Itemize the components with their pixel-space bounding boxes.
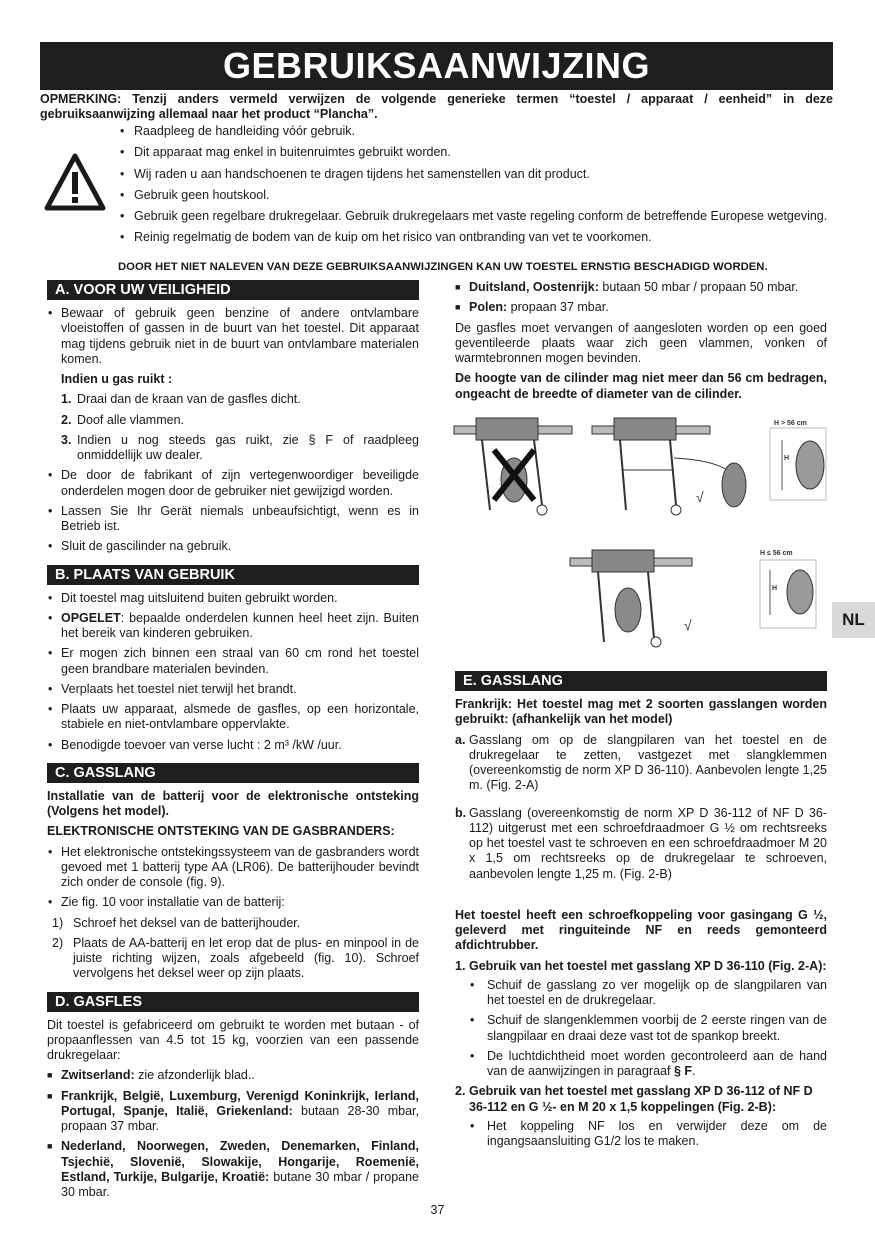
warning-item: • Raadpleeg de handleiding vóór gebruik. [118,124,833,139]
warning-item: • Reinig regelmatig de bodem van de kuip om het risico van ontbranding van vet te voorkomen. [118,230,833,245]
left-column [47,280,419,1205]
label-h-less: H ≤ 56 cm [760,550,793,557]
cylinder-tall [770,428,826,500]
list-item: • Bewaar of gebruik geen benzine of andere ontvlambare vloeistoffen of gassen in de buurt van het toestel. Dit apparaat mag tijdens gebruik niet in de buurt van ontvlambare materialen komen. [47,306,419,367]
list-item: • Het elektronische ontstekingssysteem van de gasbranders wordt gevoed met 1 batterij type AA (LR06). De batterijhouder bevindt zich onder de console (fig. 9). [47,845,419,891]
list-item: • Zie fig. 10 voor installatie van de batterij: [47,895,419,910]
cylinder-short [760,560,816,628]
list-item: • Het koppeling NF los en verwijder deze om de ingangsaansluiting G1/2 los te maken. [455,1119,827,1150]
list-item: 2) Plaats de AA-batterij en let erop dat de plus- en minpool in de juiste richting wijzen, zoals afgebeeld (fig. 10). Schroef vervolgens het deksel weer op zijn plaats. [52,935,419,981]
list-item: • Plaats uw apparaat, alsmede de gasfles, op een horizontale, stabiele en niet-ontvlambare oppervlakte. [47,702,419,733]
list-item: • Schuif de slangenklemmen voorbij de 2 eerste ringen van de slangpilaar en draai deze vast tot de spankop breekt. [455,1013,827,1044]
bbq-cylinder-inside [570,550,692,647]
hose-option: a. Gasslang om op de slangpilaren van het toestel en de drukregelaar te zetten, vastgezet met slangklemmen (overeenkomstig de norm XP D 36-110). Aanbevolen lengte 1,25 m. (Fig. 2-A) [455,732,827,793]
section-e-title: E. GASSLANG [455,671,827,691]
list-item: • Schuif de gasslang zo ver mogelijk op de slangpilaren van het toestel en de drukregelaar. [455,978,827,1009]
warning-strong-text: DOOR HET NIET NALEVEN VAN DEZE GEBRUIKSAANWIJZINGEN KAN UW TOESTEL ERNSTIG BESCHADIGD WORDEN. [118,261,768,273]
warning-item: • Dit apparaat mag enkel in buitenruimtes gebruikt worden. [118,145,833,160]
list-item: 1. Draai dan de kraan van de gasfles dicht. [61,392,301,407]
list-item: • De door de fabrikant of zijn vertegenwoordiger beveiligde onderdelen mogen door de gebruiker niet gewijzigd worden. [47,468,419,499]
list-item: • Lassen Sie Ihr Gerät niemals unbeaufsichtigt, wenn es in Betrieb ist. [47,504,419,535]
hose-option: b. Gasslang (overeenkomstig de norm XP D 36-112 of NF D 36-112) uitgerust met een schroefdraadmoer G ½ om rechtsreeks op het toestel vast te schroeven en een schroefdraadmoer M 20 x 1,5 om rechtsreeks op de drukregelaar te schroeven, aanbevolen lengte 1,25 m. (Fig. 2-B) [455,805,827,881]
bbq-crossed [454,418,572,515]
page-title: GEBRUIKSAANWIJZING [40,42,833,90]
label-h-top: H [784,455,790,462]
label-h-bottom: H [772,585,778,592]
list-item: • Er mogen zich binnen een straal van 60 cm rond het toestel geen brandbare materialen bevinden. [47,646,419,677]
note-paragraph: OPMERKING: Tenzij anders vermeld verwijzen de volgende generieke termen “toestel / apparaat / eenheid” in deze gebruiksaanwijzing allemaal naar het product “Plancha”. [40,92,833,122]
list-item: 3. Indien u nog steeds gas ruikt, zie § F of raadpleeg onmiddellijk uw dealer. [61,432,419,462]
list-item: 2. Doof alle vlammen. [61,412,184,427]
gas-bottle-paragraph: De gasfles moet vervangen of aangesloten worden op een goed geventileerde plaats waar zich geen vlammen, vonken of warmtebronnen mogen bevinden. [455,320,827,365]
warning-item: • Gebruik geen houtskool. [118,188,833,203]
warning-triangle-icon [44,152,106,214]
cylinder-placement-figure [452,410,832,655]
numbered-item: 1. Gebruik van het toestel met gasslang XP D 36-110 (Fig. 2-A): • Schuif de gasslang zo ver mogelijk op de slangpilaren van het toestel en de drukregelaar. • Schuif de slangenklemmen voorbij de 2 eerste ringen van de slangpilaar en draai deze vast tot de spankop breekt. • De luchtdichtheid moet worden gecontroleerd aan de hand van de aanwijzingen in paragraaf § F. [455,959,827,1080]
country-item: ■ Polen: propaan 37 mbar. [455,300,827,315]
numbered-item: 2. Gebruik van het toestel met gasslang XP D 36-112 of NF D 36-112 en G ½- en M 20 x 1,5 koppelingen (Fig. 2-B): • Het koppeling NF los en verwijder deze om de ingangsaansluiting G1/2 los te maken. [455,1084,827,1149]
list-item: • Sluit de gascilinder na gebruik. [47,539,419,554]
country-item: ■ Zwitserland: zie afzonderlijk blad.. [47,1068,419,1083]
section-c-title: C. GASSLANG [47,763,419,783]
list-item: • Benodigde toevoer van verse lucht : 2 m³ /kW /uur. [47,738,419,753]
right-column-bottom [455,671,827,1154]
country-item: ■ Duitsland, Oostenrijk: butaan 50 mbar / propaan 50 mbar. [455,280,827,295]
warning-item: • Wij raden u aan handschoenen te dragen tijdens het samenstellen van dit product. [118,167,833,182]
warning-list [118,124,833,252]
list-item: • OPGELET: bepaalde onderdelen kunnen heel heet zijn. Buiten het bereik van kinderen gebruiken. [47,611,419,642]
cylinder-height-note: De hoogte van de cilinder mag niet meer dan 56 cm bedragen, ongeacht de breedte of diameter van de cilinder. [455,371,827,401]
label-h-greater: H > 56 cm [774,420,807,427]
hose-intro: Frankrijk: Het toestel mag met 2 soorten gasslangen worden gebruikt: (afhankelijk van het model) [455,697,827,727]
country-item: ■ Frankrijk, België, Luxemburg, Verenigd Koninkrijk, Ierland, Portugal, Spanje, Italië, Griekenland: butaan 28-30 mbar, propaan 37 mbar. [47,1089,419,1135]
list-item: 1) Schroef het deksel van de batterijhouder. [52,915,301,930]
warning-item: • Gebruik geen regelbare drukregelaar. Gebruik drukregelaars met vaste regeling conform de betreffende Europese wetgeving. [118,209,833,224]
check-mark: √ [696,489,704,505]
country-item: ■ Nederland, Noorwegen, Zweden, Denemarken, Finland, Tsjechië, Slovenië, Slowakije, Hongarije, Roemenië, Estland, Turkije, Bulgarije, Kroatië: butane 30 mbar / propane 30 mbar. [47,1139,419,1200]
coupling-note: Het toestel heeft een schroefkoppeling voor gasingang G ½, geleverd met ringuiteinde NF en reeds gemonteerd afdichtrubber. [455,907,827,953]
section-b-title: B. PLAATS VAN GEBRUIK [47,565,419,585]
list-item: • Verplaats het toestel niet terwijl het brandt. [47,682,419,697]
gas-smell-heading: Indien u gas ruikt : [61,372,173,386]
bbq-cylinder-outside [592,418,746,515]
page-number: 37 [430,1203,445,1217]
section-a-title: A. VOOR UW VEILIGHEID [47,280,419,300]
list-item: • Dit toestel mag uitsluitend buiten gebruikt worden. [47,591,419,606]
list-item: • De luchtdichtheid moet worden gecontroleerd aan de hand van de aanwijzingen in paragraaf § F. [455,1049,827,1080]
ignition-subtitle: ELEKTRONISCHE ONTSTEKING VAN DE GASBRANDERS: [47,824,395,839]
gas-bottle-intro: Dit toestel is gefabriceerd om gebruikt te worden met butaan - of propaanflessen van 4.5 tot 15 kg, voorzien van een passende drukregelaar: [47,1017,419,1062]
section-d-title: D. GASFLES [47,992,419,1012]
check-mark: √ [684,617,692,633]
right-column-top [455,280,827,407]
battery-intro: Installatie van de batterij voor de elektronische ontsteking (Volgens het model). [47,788,419,818]
language-tab: NL [832,602,875,638]
